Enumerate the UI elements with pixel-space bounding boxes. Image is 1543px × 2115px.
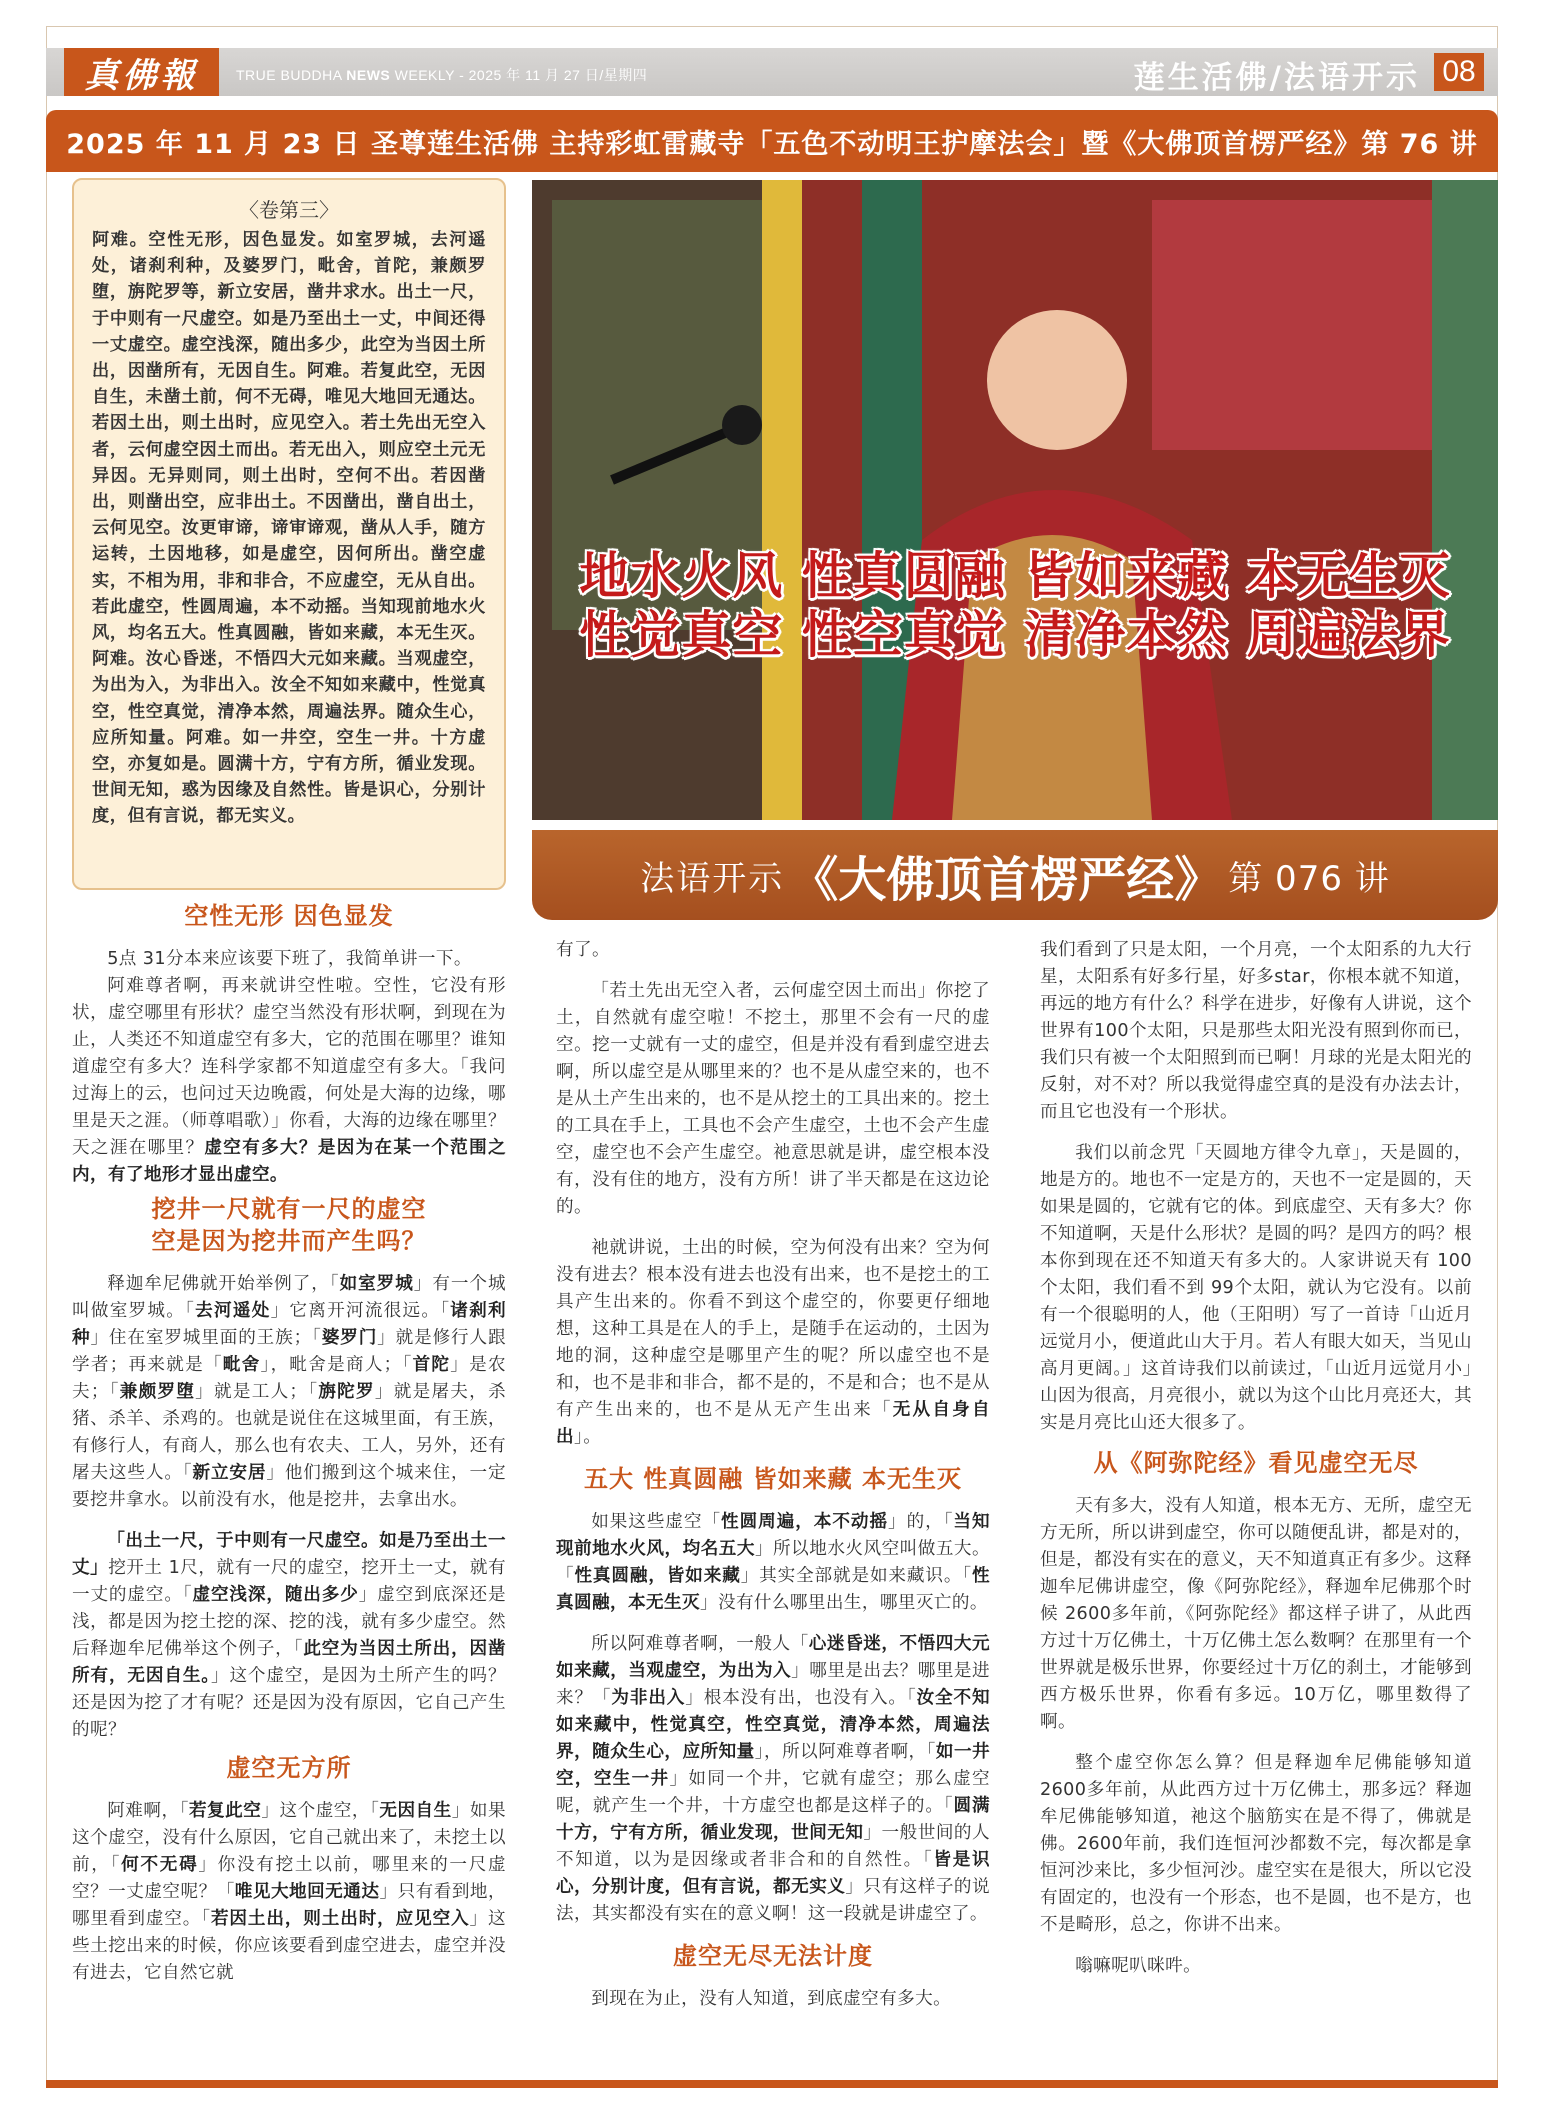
- article-column-2: 有了。 「若土先出无空入者，云何虚空因土而出」你挖了土，自然就有虚空啦！不挖土，那里不会有一尺的虚空。挖一丈就有一丈的虚空，但是并没有看到虚空进去啊，所以虚空是从哪里来的？也不是从虚空来的，也不是从土产生出来的，也不是从挖土的工具出来的。挖土的工具在手上，工具也不会产生虚空，土也不会产生虚空，虚空也不会产生虚空。祂意思就是讲，虚空根本没有，没有住的地方，没有方所！讲了半天都是在这边论的。 祂就讲说，土出的时候，空为何没有出来？空为何没有进去？根本没有进去也没有出来，也不是挖土的工具产生出来的。你看不到这个虚空的，你要更仔细地想，这种工具是在人的手上，是随手在运动的，土因为地的洞，这种虚空是哪里产生的呢？所以虚空也不是和，也不是非和非合，都不是的，不是和合；也不是从有产生出来的，也不是从无产生出来「无从自身自出」。 五大 性真圆融 皆如来藏 本无生灭 如果这些虚空「性圆周遍，本不动摇」的，「当知现前地水火风，均名五大」所以地水火风空叫做五大。「性真圆融，皆如来藏」其实全部就是如来藏识。「性真圆融，本无生灭」没有什么哪里出生，哪里灭亡的。 所以阿难尊者啊，一般人「心迷昏迷，不悟四大元如来藏，当观虚空，为出为入」哪里是出去？哪里是进来？「为非出入」根本没有出，也没有入。「汝全不知如来藏中，性觉真空，性空真觉，清净本然，周遍法界，随众生心，应所知量」，所以阿难尊者啊，「如一井空，空生一井」如同一个井，它就有虚空；那么虚空呢，就产生一个井，十方虚空也都是这样子的。「圆满十方，宁有方所，循业发现，世间无知」一般世间的人不知道，以为是因缘或者非合和的自然性。「皆是识心，分别计度，但有言说，都无实义」只有这样子的说法，其实都没有实在的意义啊！这一段就是讲虚空了。 虚空无尽无法计度 到现在为止，没有人知道，到底虚空有多大。: [556, 940, 991, 2009]
- headline: 2025 年 11 月 23 日 圣尊莲生活佛 主持彩虹雷藏寺「五色不动明王护摩法会」暨《大佛顶首楞严经》第 76 讲: [66, 128, 1478, 160]
- bottom-rule: [46, 2080, 1498, 2088]
- photo-caption-line-2: 性觉真空 性空真觉 清净本然 周遍法界: [579, 606, 1451, 664]
- subheading: 空性无形 因色显发: [184, 902, 394, 930]
- sutra-text: 阿难。空性无形，因色显发。如室罗城，去河遥处，诸刹利种，及婆罗门，毗舍，首陀，兼颇罗堕，旃陀罗等，新立安居，凿井求水。出土一尺，于中则有一尺虚空。如是乃至出土一丈，中间还得一丈虚空。虚空浅深，随出多少，此空为当因土所出，因凿所有，无因自生。阿难。若复此空，无因自生，未凿土前，何不无碍，唯见大地回无通达。若因土出，则土出时，应见空入。若土先出无空入者，云何虚空因土而出。若无出入，则应空土元无异因。无异则同，则土出时，空何不出。若因凿出，则凿出空，应非出土。不因凿出，凿自出土，云何见空。汝更审谛，谛审谛观，凿从人手，随方运转，土因地移，如是虚空，因何所出。凿空虚实，不相为用，非和非合，不应虚空，无从自出。若此虚空，性圆周遍，本不动摇。当知现前地水火风，均名五大。性真圆融，皆如来藏，本无生灭。阿难。汝心昏迷，不悟四大元如来藏。当观虚空，为出为入，为非出入。汝全不知如来藏中，性觉真空，性空真觉，清净本然，周遍法界。随众生心，应所知量。阿难。如一井空，空生一井。十方虚空，亦复如是。圆满十方，宁有方所，循业发现。世间无知，惑为因缘及自然性。皆是识心，分别计度，但有言说，都无实义。: [92, 230, 486, 827]
- photo-caption-line-1: 地水火风 性真圆融 皆如来藏 本无生灭: [579, 547, 1451, 605]
- subheading: 从《阿弥陀经》看见虚空无尽: [1093, 1449, 1419, 1477]
- masthead: [46, 48, 1498, 96]
- sutra-box: [72, 178, 506, 890]
- subheading: 空是因为挖井而产生吗？: [151, 1227, 427, 1255]
- page-number: 08: [1434, 53, 1484, 91]
- photo-illustration: [532, 180, 1498, 820]
- sutra-heading: 〈卷第三〉: [239, 198, 339, 222]
- subheading: 挖井一尺就有一尺的虚空: [151, 1195, 427, 1223]
- news-line: TRUE BUDDHA NEWS WEEKLY - 2025 年 11 月 27 日/星期四: [236, 67, 648, 83]
- dharma-banner: 法语开示 《大佛顶首楞严经》 第 076 讲: [532, 830, 1498, 920]
- article-column-1: 空性无形 因色显发 5点 31分本来应该要下班了，我简单讲一下。 阿难尊者啊，再来就讲空性啦。空性，它没有形状，虚空哪里有形状？虚空当然没有形状啊，到现在为止，人类还不知道虚空有多大，它的范围在哪里？谁知道虚空有多大？连科学家都不知道虚空有多大。「我问过海上的云，也问过天边晚霞，何处是大海的边缘，哪里是天之涯。（师尊唱歌）」你看，大海的边缘在哪里？天之涯在哪里？虚空有多大？是因为在某一个范围之内，有了地形才显出虚空。 挖井一尺就有一尺的虚空 空是因为挖井而产生吗？ 释迦牟尼佛就开始举例了，「如室罗城」有一个城叫做室罗城。「去河遥处」它离开河流很远。「诸刹利种」住在室罗城里面的王族；「婆罗门」就是修行人跟学者；再来就是「毗舍」，毗舍是商人；「首陀」是农夫；「兼颇罗堕」就是工人；「旃陀罗」就是屠夫，杀猪、杀羊、杀鸡的。也就是说住在这城里面，有王族，有修行人，有商人，那么也有农夫、工人，另外，还有屠夫这些人。「新立安居」他们搬到这个城来住，一定要挖井拿水。以前没有水，他是挖井，去拿出水。 「出土一尺，于中则有一尺虚空。如是乃至出土一丈」挖开土 1尺，就有一尺的虚空，挖开土一丈，就有一丈的虚空。「虚空浅深，随出多少」虚空到底深还是浅，都是因为挖土挖的深、挖的浅，就有多少虚空。然后释迦牟尼佛举这个例子，「此空为当因土所出，因凿所有，无因自生。」这个虚空，是因为土所产生的吗？还是因为挖了才有呢？还是因为没有原因，它自己产生的呢？ 虚空无方所 阿难啊，「若复此空」这个虚空，「无因自生」如果这个虚空，没有什么原因，它自己就出来了，未挖土以前，「何不无碍」你没有挖土以前，哪里来的一尺虚空？一丈虚空呢？「唯见大地回无通达」只有看到地，哪里看到虚空。「若因土出，则土出时，应见空入」这些土挖出来的时候，你应该要看到虚空进去，虚空并没有进去，它自然它就: [72, 902, 507, 1983]
- newspaper-logo: 真佛報: [64, 48, 219, 96]
- subheading: 虚空无方所: [226, 1754, 352, 1782]
- subheading: 虚空无尽无法计度: [673, 1942, 873, 1970]
- section-title: 莲生活佛/法语开示: [1133, 60, 1420, 96]
- article-column-3: 我们看到了只是太阳，一个月亮，一个太阳系的九大行星，太阳系有好多行星，好多star，你根本就不知道，再远的地方有什么？科学在进步，好像有人讲说，这个世界有100个太阳，只是那些太阳光没有照到你而已，我们只有被一个太阳照到而已啊！月球的光是太阳光的反射，对不对？所以我觉得虚空真的是没有办法去计，而且它也没有一个形状。 我们以前念咒「天圆地方律令九章」，天是圆的，地是方的。地也不一定是方的，天也不一定是圆的，天如果是圆的，它就有它的体。到底虚空、天有多大？你不知道啊，天是什么形状？是圆的吗？是四方的吗？根本你到现在还不知道天有多大的。人家讲说天有 100个太阳，我们看不到 99个太阳，就认为它没有。以前有一个很聪明的人，他（王阳明）写了一首诗「山近月远觉月小，便道此山大于月。若人有眼大如天，当见山高月更阔。」这首诗我们以前读过，「山近月远觉月小」山因为很高，月亮很小，就以为这个山比月亮还大，其实是月亮比山还大很多了。 从《阿弥陀经》看见虚空无尽 天有多大，没有人知道，根本无方、无所，虚空无方无所，所以讲到虚空，你可以随便乱讲，都是对的，但是，都没有实在的意义，天不知道真正有多少。这释迦牟尼佛讲虚空，像《阿弥陀经》，释迦牟尼佛那个时候 2600多年前，《阿弥陀经》都这样子讲了，从此西方过十万亿佛土，十万亿佛土怎么数啊？在那里有一个世界就是极乐世界，你要经过十万亿的刹土，才能够到西方极乐世界，你看有多远。10万亿，哪里数得了啊。 整个虚空你怎么算？但是释迦牟尼佛能够知道 2600多年前，从此西方过十万亿佛土，那多远？释迦牟尼佛能够知道，祂这个脑筋实在是不得了，佛就是佛。2600年前，我们连恒河沙都数不完，每次都是拿恒河沙来比，多少恒河沙。虚空实在是很大，所以它没有固定的，也没有一个形态，也不是圆，也不是方，也不是畸形，总之，你讲不出来。 嗡嘛呢叭咪吽。: [1040, 940, 1472, 1976]
- headline-bar: [46, 110, 1498, 172]
- subheading: 五大 性真圆融 皆如来藏 本无生灭: [583, 1465, 963, 1493]
- photo-guru-teaching: [532, 180, 1498, 820]
